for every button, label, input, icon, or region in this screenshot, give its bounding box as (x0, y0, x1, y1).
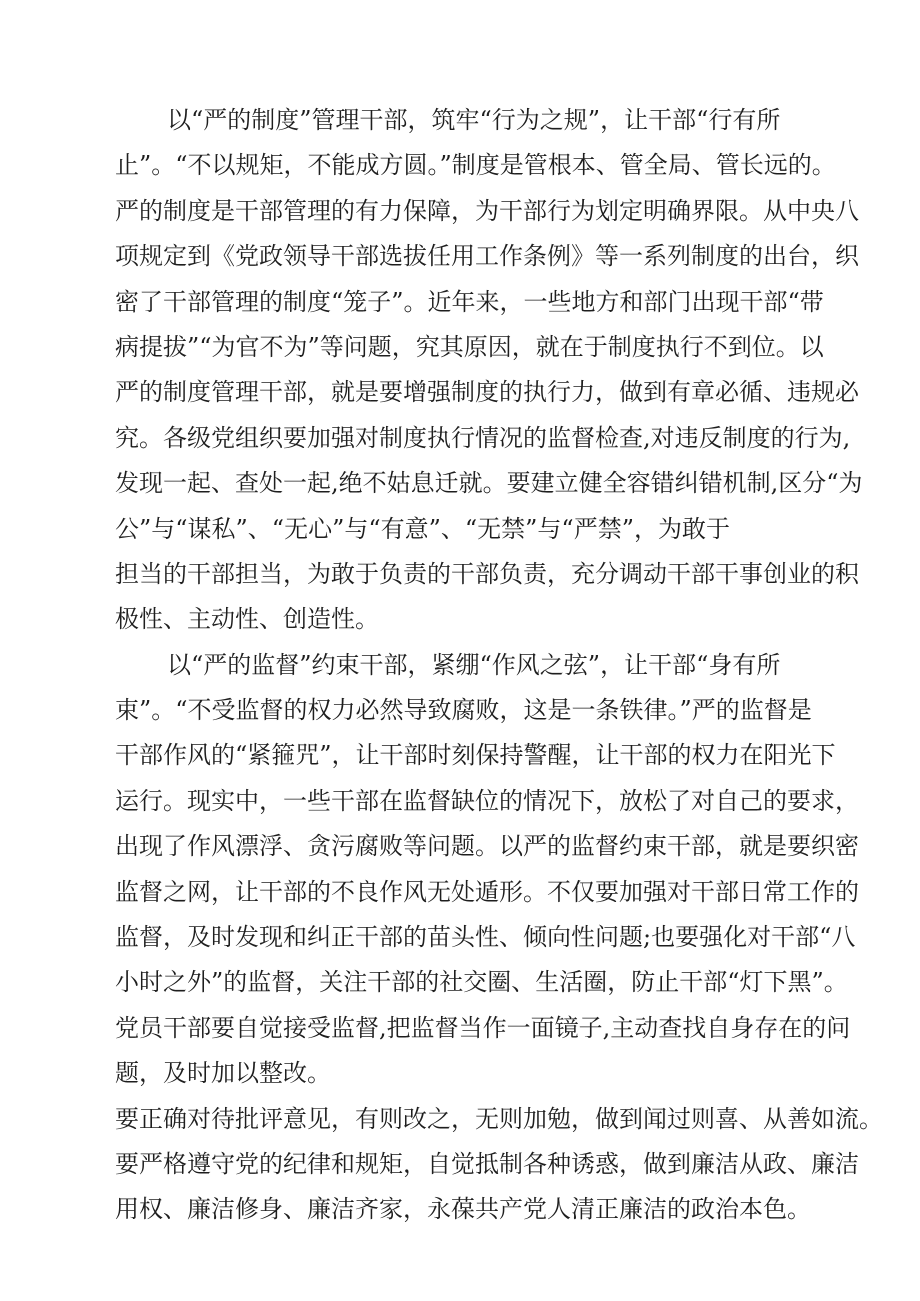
paragraph-1-line-4: 项规定到《党政领导干部选拔任用工作条例》等一系列制度的出台，织 (115, 242, 859, 271)
paragraph-1-line-10: 公”与“谋私”、“无心”与“有意”、“无禁”与“严禁”，为敢于 (115, 514, 730, 543)
paragraph-3 (115, 1097, 883, 1233)
paragraph-2-line-8: 小时之外”的监督，关注干部的社交圈、生活圈，防止干部“灯下黑”。 (115, 968, 848, 997)
paragraph-2-line-2: 束”。“不受监督的权力必然导致腐败，这是一条铁律。”严的监督是 (115, 696, 812, 725)
paragraph-2-line-7: 监督，及时发现和纠正干部的苗头性、倾向性问题;也要强化对干部“八 (115, 923, 856, 952)
paragraph-1-line-5: 密了干部管理的制度“笼子”。近年来，一些地方和部门出现干部“带 (115, 287, 824, 316)
paragraph-2-line-1: 以“严的监督”约束干部，紧绷“作风之弦”，让干部“身有所 (167, 650, 781, 679)
paragraph-2-line-5: 出现了作风漂浮、贪污腐败等问题。以严的监督约束干部，就是要织密 (115, 832, 859, 861)
paragraph-2-line-9: 党员干部要自觉接受监督,把监督当作一面镜子,主动查找自身存在的问 (115, 1013, 851, 1042)
paragraph-3-line-1: 要正确对待批评意见，有则改之，无则加勉，做到闻过则喜、从善如流。 (115, 1104, 883, 1133)
paragraph-1-line-8: 究。各级党组织要加强对制度执行情况的监督检查,对违反制度的行为, (115, 423, 851, 452)
paragraph-1 (115, 98, 865, 643)
paragraph-1-line-1: 以“严的制度”管理干部，筑牢“行为之规”，让干部“行有所 (167, 106, 781, 134)
paragraph-2-line-4: 运行。现实中，一些干部在监督缺位的情况下，放松了对自己的要求， (115, 786, 859, 815)
paragraph-2 (115, 643, 865, 1097)
paragraph-2-line-6: 监督之网，让干部的不良作风无处遁形。不仅要加强对干部日常工作的 (115, 877, 859, 906)
paragraph-1-line-3: 严的制度是干部管理的有力保障，为干部行为划定明确界限。从中央八 (115, 196, 859, 225)
paragraph-1-line-7: 严的制度管理干部，就是要增强制度的执行力，做到有章必循、违规必 (115, 378, 859, 407)
paragraph-1-line-2: 止”。“不以规矩，不能成方圆。”制度是管根本、管全局、管长远的。 (115, 151, 836, 180)
paragraph-2-line-3: 干部作风的“紧箍咒”，让干部时刻保持警醒，让干部的权力在阳光下 (115, 741, 836, 770)
paragraph-1-line-12: 极性、主动性、创造性。 (115, 605, 379, 634)
paragraph-2-line-10: 题，及时加以整改。 (115, 1059, 331, 1088)
document-body (115, 98, 883, 1233)
paragraph-3-line-2: 要严格遵守党的纪律和规矩，自觉抵制各种诱惑，做到廉洁从政、廉洁 (115, 1149, 859, 1178)
paragraph-1-line-11: 担当的干部担当，为敢于负责的干部负责，充分调动干部干事创业的积 (115, 559, 859, 588)
paragraph-3-line-3: 用权、廉洁修身、廉洁齐家，永葆共产党人清正廉洁的政治本色。 (115, 1195, 811, 1224)
paragraph-1-line-9: 发现一起、查处一起,绝不姑息迁就。要建立健全容错纠错机制,区分“为 (115, 469, 863, 498)
paragraph-1-line-6: 病提拔”“为官不为”等问题，究其原因，就在于制度执行不到位。以 (115, 332, 824, 361)
